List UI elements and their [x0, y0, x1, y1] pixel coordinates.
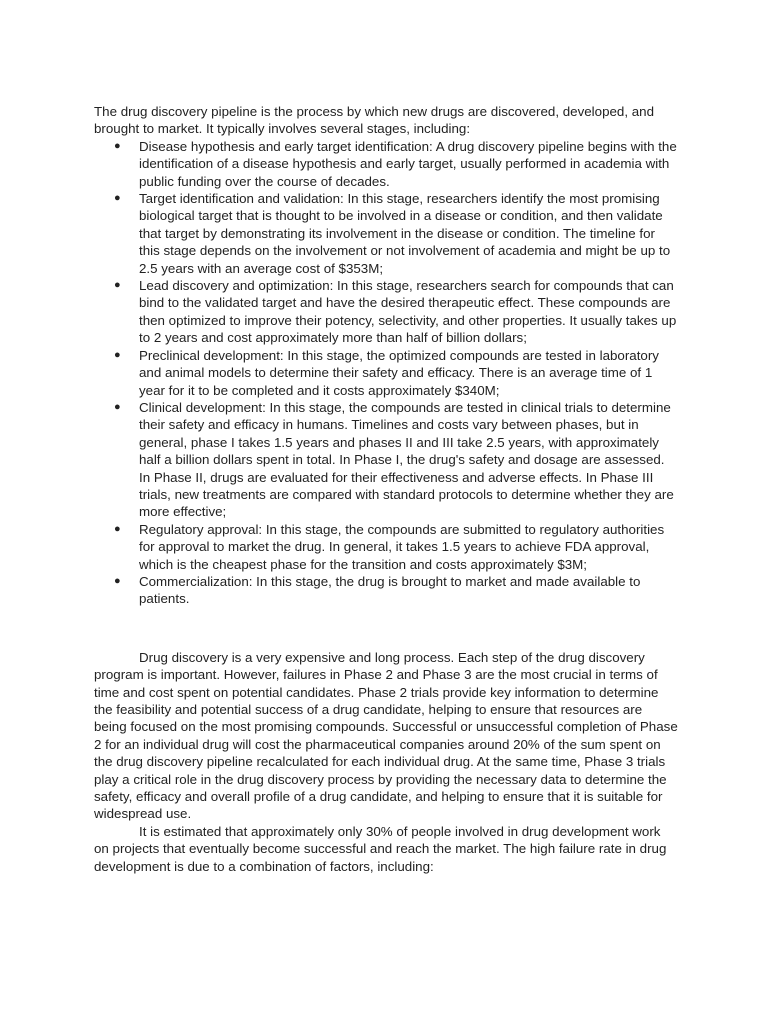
pipeline-stages-list [94, 138, 678, 608]
list-item [94, 573, 678, 608]
failure-paragraph: It is estimated that approximately only 30% of people involved in drug development work on projects that eventually become successful and reach the market. The high failure rate in drug development is due to a combination of factors, including: [94, 823, 667, 874]
cost-paragraph: Drug discovery is a very expensive and long process. Each step of the drug discovery program is important. However, failures in Phase 2 and Phase 3 are the most crucial in terms of time and cost spent on potential candidates. Phase 2 trials provide key information to determine the feasibility and potential success of a drug candidate, helping to ensure that resources are being focused on the most promising compounds. Successful or unsuccessful completion of Phase 2 for an individual drug will cost the pharmaceutical companies around 20% of the sum spent on the drug discovery pipeline recalculated for each individual drug. At the same time, Phase 3 trials play a critical role in the drug discovery process by providing the necessary data to determine the safety, efficacy and overall profile of a drug candidate, and helping to ensure that it is suitable for widespread use. [94, 649, 678, 822]
paragraph-spacer [94, 608, 678, 649]
bullet-icon: ● [114, 279, 121, 292]
bullet-icon: ● [114, 348, 121, 361]
stage-text: Lead discovery and optimization: In this stage, researchers search for compounds that can bind to the validated target and have the desired therapeutic effect. These compounds are then optimized to improve their potency, selectivity, and other properties. It usually takes up to 2 years and cost approximately more than half of billion dollars; [139, 278, 677, 346]
stage-text: Target identification and validation: In this stage, researchers identify the most promising biological target that is thought to be involved in a disease or condition, and then validate that target by demonstrating its involvement in the disease or condition. The timeline for this stage depends on the involvement or not involvement of academia and might be up to 2.5 years with an average cost of $353M; [139, 191, 671, 276]
bullet-icon: ● [114, 192, 121, 205]
list-item [94, 347, 678, 399]
list-item [94, 399, 678, 521]
stage-text: Preclinical development: In this stage, the optimized compounds are tested in laboratory and animal models to determine their safety and efficacy. There is an average time of 1 year for it to be completed and it costs approximately $340M; [139, 347, 659, 398]
bullet-icon: ● [114, 574, 121, 587]
bullet-icon: ● [114, 522, 121, 535]
document-page [94, 103, 678, 875]
stage-text: Regulatory approval: In this stage, the compounds are submitted to regulatory authorities for approval to market the drug. In general, it takes 1.5 years to achieve FDA approval, which is the cheapest phase for the transition and costs approximately $3M; [139, 521, 665, 572]
list-item [94, 277, 678, 347]
stage-text: Clinical development: In this stage, the compounds are tested in clinical trials to determine their safety and efficacy in humans. Timelines and costs vary between phases, but in general, phase I takes 1.5 years and phases II and III take 2.5 years, with approximately half a billion dollars spent in total. In Phase I, the drug's safety and dosage are assessed. In Phase II, drugs are evaluated for their effectiveness and adverse effects. In Phase III trials, new treatments are compared with standard protocols to determine whether they are more effective; [139, 399, 674, 520]
bullet-icon: ● [114, 400, 121, 413]
bullet-icon: ● [114, 139, 121, 152]
stage-text: Commercialization: In this stage, the drug is brought to market and made available to patients. [139, 573, 641, 607]
list-item [94, 521, 678, 573]
intro-paragraph: The drug discovery pipeline is the process by which new drugs are discovered, developed, and brought to market. It typically involves several stages, including: [94, 104, 655, 137]
list-item [94, 138, 678, 190]
list-item [94, 190, 678, 277]
stage-text: Disease hypothesis and early target identification: A drug discovery pipeline begins with the identification of a disease hypothesis and early target, usually performed in academia with public funding over the course of decades. [139, 138, 677, 189]
